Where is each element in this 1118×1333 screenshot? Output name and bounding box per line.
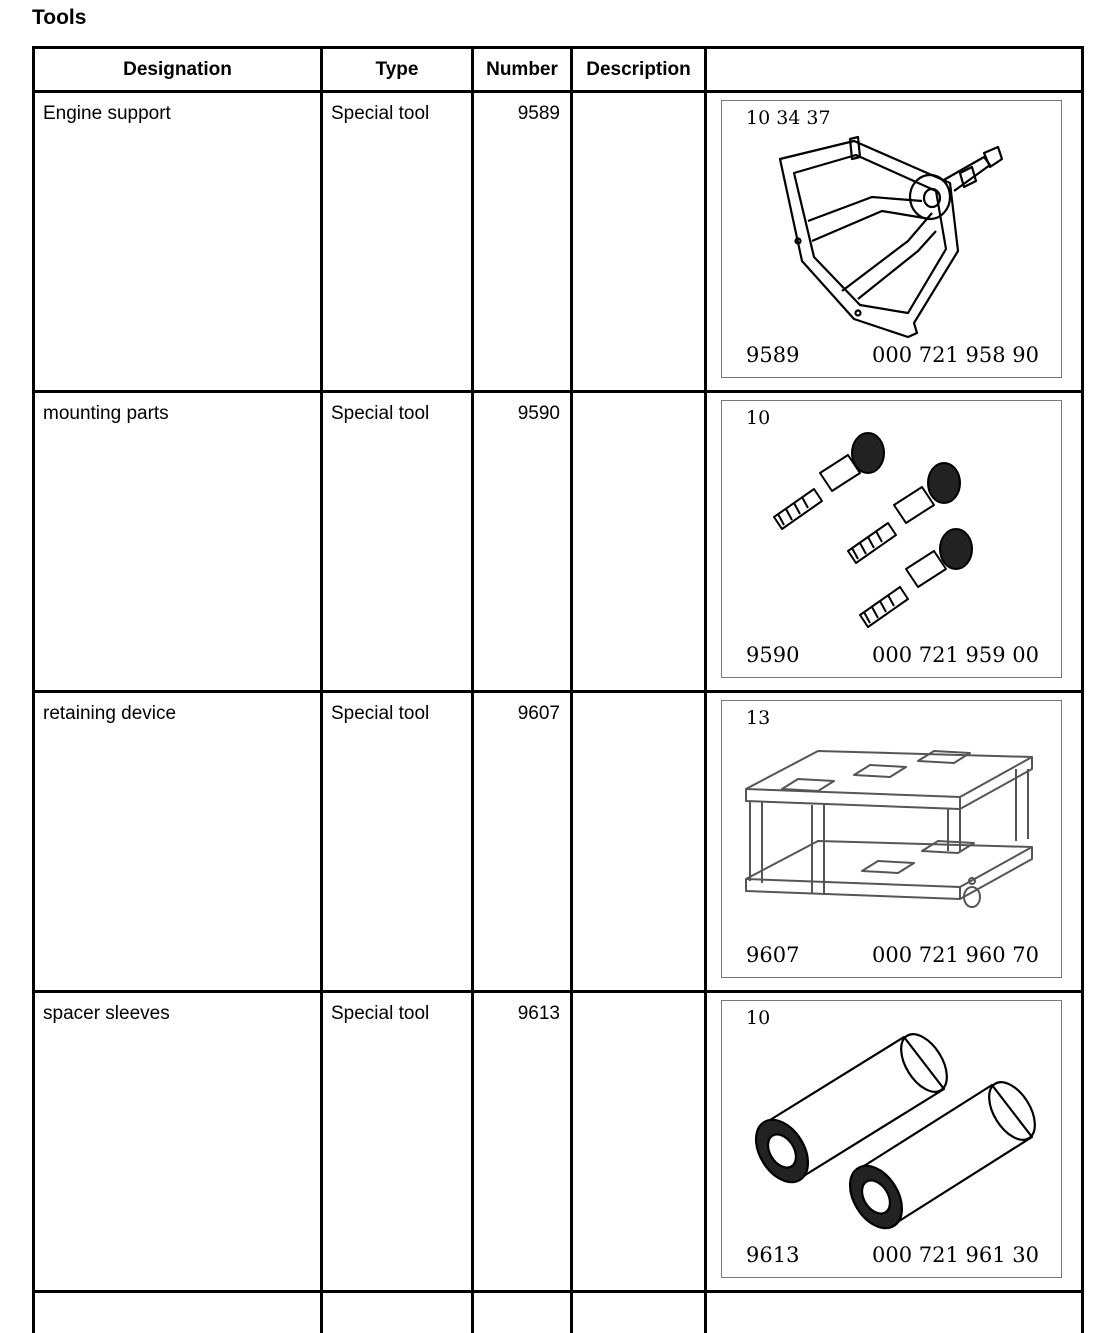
retaining-device-illustration — [722, 701, 1063, 979]
figure-part-number: 000 721 961 30 — [872, 1243, 1039, 1267]
spacer-sleeves-illustration — [722, 1001, 1063, 1279]
table-header-row — [34, 48, 1083, 92]
description-cell — [572, 1292, 706, 1333]
designation-cell: retaining device — [34, 692, 322, 992]
table-row — [34, 692, 1083, 992]
figure-tool-number: 9590 — [746, 643, 799, 667]
description-cell — [572, 92, 706, 392]
table-row — [34, 992, 1083, 1292]
header-type: Type — [322, 48, 473, 92]
designation-cell: mounting parts — [34, 392, 322, 692]
designation-cell — [34, 1292, 322, 1333]
figure-top-label: 10 34 37 — [746, 107, 831, 129]
header-number: Number — [473, 48, 572, 92]
type-cell — [322, 1292, 473, 1333]
image-cell — [706, 92, 1083, 392]
table-row — [34, 92, 1083, 392]
tools-table — [32, 46, 1084, 1333]
header-image — [706, 48, 1083, 92]
tool-figure — [721, 700, 1062, 978]
type-cell: Special tool — [322, 92, 473, 392]
type-cell: Special tool — [322, 692, 473, 992]
image-cell — [706, 392, 1083, 692]
number-cell: 9613 — [473, 992, 572, 1292]
table-row — [34, 392, 1083, 692]
type-cell: Special tool — [322, 392, 473, 692]
number-cell: 9607 — [473, 692, 572, 992]
figure-tool-number: 9589 — [746, 343, 799, 367]
figure-top-label: 10 — [746, 1007, 770, 1029]
number-cell — [473, 1292, 572, 1333]
designation-cell: spacer sleeves — [34, 992, 322, 1292]
header-description: Description — [572, 48, 706, 92]
description-cell — [572, 992, 706, 1292]
type-cell: Special tool — [322, 992, 473, 1292]
figure-part-number: 000 721 960 70 — [872, 943, 1039, 967]
tool-figure — [721, 1000, 1062, 1278]
description-cell — [572, 692, 706, 992]
image-cell — [706, 992, 1083, 1292]
table-row-partial — [34, 1292, 1083, 1333]
figure-top-label: 10 — [746, 407, 770, 429]
designation-cell: Engine support — [34, 92, 322, 392]
image-cell — [706, 1292, 1083, 1333]
figure-part-number: 000 721 958 90 — [872, 343, 1039, 367]
page-title: Tools — [32, 6, 86, 30]
figure-tool-number: 9607 — [746, 943, 799, 967]
tool-figure — [721, 400, 1062, 678]
tool-figure — [721, 100, 1062, 378]
engine-support-illustration — [722, 101, 1063, 379]
image-cell — [706, 692, 1083, 992]
figure-tool-number: 9613 — [746, 1243, 799, 1267]
number-cell: 9589 — [473, 92, 572, 392]
figure-top-label: 13 — [746, 707, 770, 729]
mounting-parts-illustration — [722, 401, 1063, 679]
description-cell — [572, 392, 706, 692]
number-cell: 9590 — [473, 392, 572, 692]
header-designation: Designation — [34, 48, 322, 92]
figure-part-number: 000 721 959 00 — [872, 643, 1039, 667]
